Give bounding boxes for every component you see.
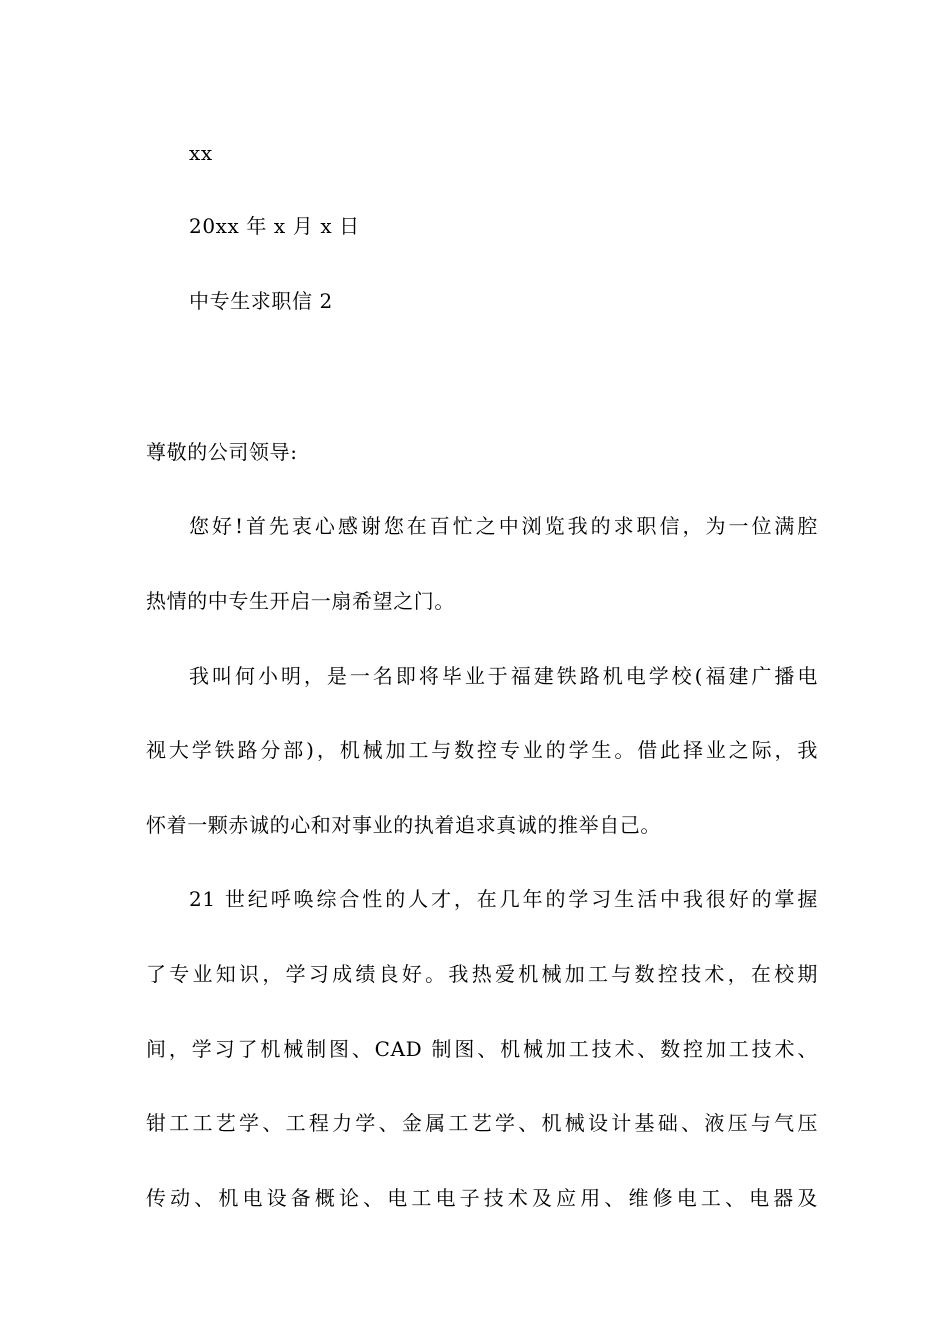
paragraph-line: 视大学铁路分部)，机械加工与数控专业的学生。借此择业之际，我 bbox=[146, 738, 818, 762]
paragraph-line: 您好!首先衷心感谢您在百忙之中浏览我的求职信，为一位满腔 bbox=[189, 514, 818, 538]
paragraph-line: 我叫何小明，是一名即将毕业于福建铁路机电学校(福建广播电 bbox=[189, 664, 818, 688]
paragraph-line: 怀着一颗赤诚的心和对事业的执着追求真诚的推举自己。 bbox=[146, 813, 661, 837]
paragraph-line: 间，学习了机械制图、CAD 制图、机械加工技术、数控加工技术、 bbox=[146, 1037, 818, 1061]
paragraph-line: 传动、机电设备概论、电工电子技术及应用、维修电工、电器及 bbox=[146, 1186, 818, 1210]
letter-date: 20xx 年 x 月 x 日 bbox=[189, 214, 360, 238]
salutation: 尊敬的公司领导: bbox=[146, 440, 298, 464]
paragraph-line: 21 世纪呼唤综合性的人才，在几年的学习生活中我很好的掌握 bbox=[189, 887, 818, 911]
paragraph-line: 了专业知识，学习成绩良好。我热爱机械加工与数控技术，在校期 bbox=[146, 962, 818, 986]
section-title: 中专生求职信 2 bbox=[189, 289, 333, 313]
paragraph-line: 热情的中专生开启一扇希望之门。 bbox=[146, 589, 455, 613]
sender-name: xx bbox=[189, 141, 213, 165]
paragraph-line: 钳工工艺学、工程力学、金属工艺学、机械设计基础、液压与气压 bbox=[146, 1111, 818, 1135]
